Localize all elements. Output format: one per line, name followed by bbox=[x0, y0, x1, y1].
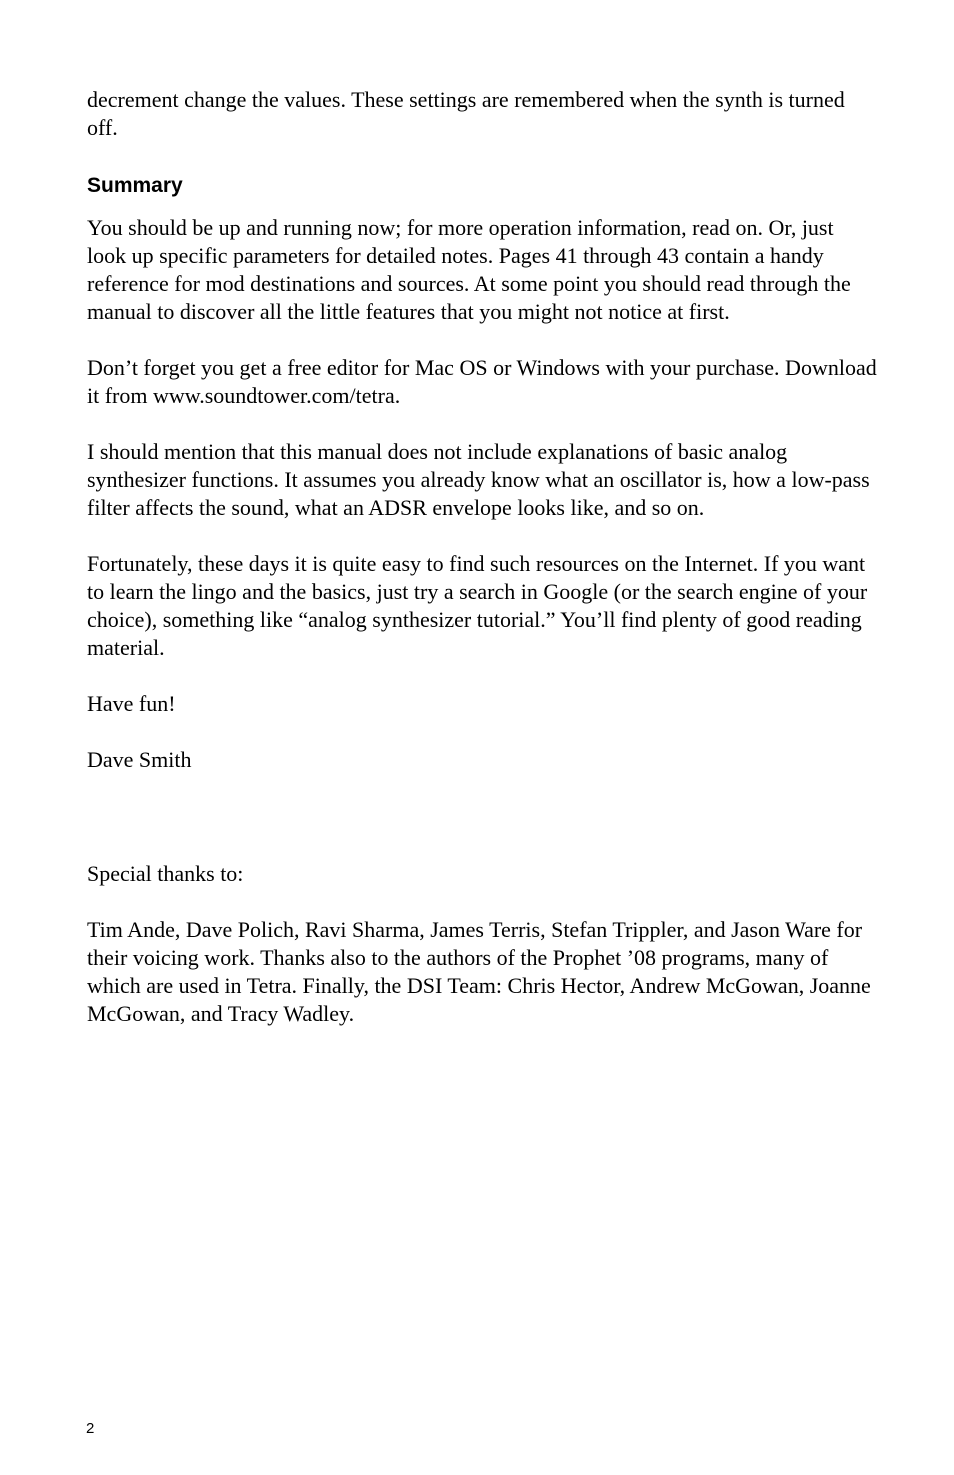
page-body bbox=[87, 86, 877, 1056]
paragraph-disclaimer: I should mention that this manual does not include explanations of basic analog synthesizer functions. It assumes you already know what an oscillator is, how a low-pass filter affects the sound, what an ADSR envelope looks like, and so on. bbox=[87, 439, 870, 520]
thanks-text: Tim Ande, Dave Polich, Ravi Sharma, James Terris, Stefan Trippler, and Jason Ware for their voicing work. Thanks also to the authors of the Prophet ’08 programs, many of which are used in Tetra. Finally, the DSI Team: Chris Hector, Andrew McGowan, Joanne McGowan, and Tracy Wadley. bbox=[87, 917, 871, 1026]
spacer bbox=[87, 802, 877, 860]
paragraph-editor: Don’t forget you get a free editor for Mac OS or Windows with your purchase. Download it from www.soundtower.com/tetra. bbox=[87, 355, 877, 408]
intro-continuation: decrement change the values. These settings are remembered when the synth is turned off. bbox=[87, 87, 845, 140]
paragraph-resources: Fortunately, these days it is quite easy to find such resources on the Internet. If you want to learn the lingo and the basics, just try a search in Google (or the search engine of your choice), something like “analog synthesizer tutorial.” You’ll find plenty of good reading material. bbox=[87, 551, 868, 660]
section-heading-summary: Summary bbox=[87, 174, 183, 197]
page-number: 2 bbox=[86, 1420, 95, 1437]
paragraph-running: You should be up and running now; for more operation information, read on. Or, just look up specific parameters for detailed notes. Pages 41 through 43 contain a handy reference for mod destinations and sources. At some point you should read through the manual to discover all the little features that you might not notice at first. bbox=[87, 215, 851, 324]
thanks-heading: Special thanks to: bbox=[87, 861, 244, 886]
signature-name: Dave Smith bbox=[87, 747, 192, 772]
paragraph-have-fun: Have fun! bbox=[87, 691, 176, 716]
